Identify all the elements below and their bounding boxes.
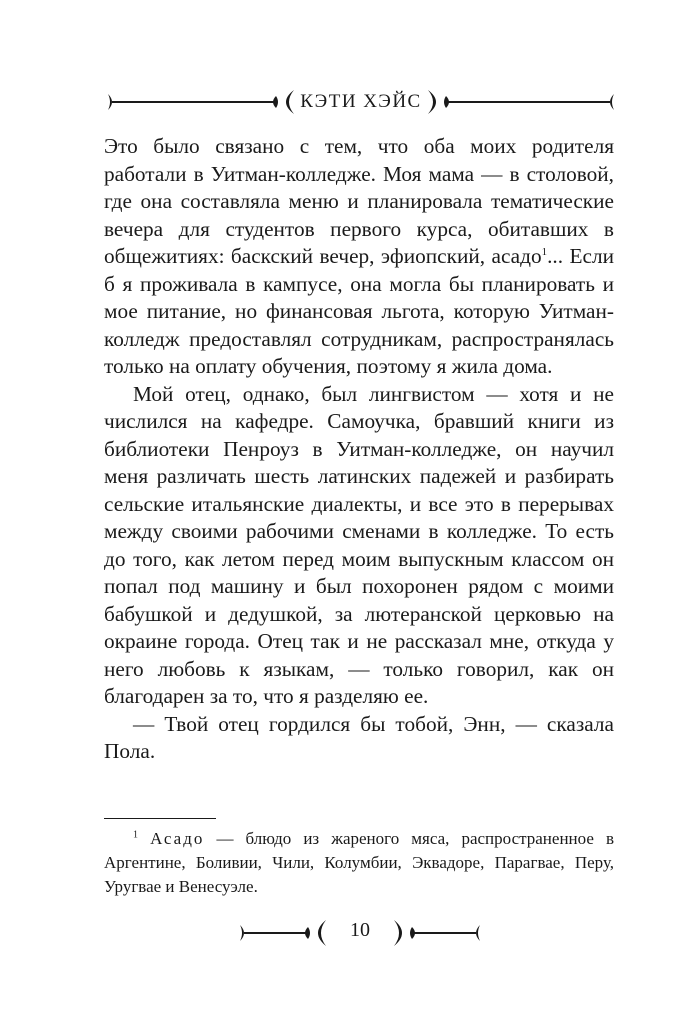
body-text [104,133,614,766]
footnote-reference: 1 [541,245,548,258]
dialogue-line: — Твой отец гордился бы тобой, Энн, — сказала Пола. [104,711,614,763]
page-footer [240,916,480,950]
paragraph-text: ... Если б я проживала в кампусе, она могла бы планировать и мое питание, но финансовая льгота, которую Уитман-колледж предоставлял сотрудникам, распространялась только на оплату обучения, поэтому я жила дома. [104,244,614,378]
page-number: 10 [350,919,370,941]
footnote-divider [104,818,216,819]
paragraph: Мой отец, однако, был лингвистом — хотя и не числился на кафедре. Самоучка, бравший книги из библиотеки Пенроуз в Уитман-колледже, он научил меня различать шесть латинских падежей и разбирать сельские итальянские диалекты, и все это в перерывах между своими рабочими сменами в колледже. То есть до того, как летом перед моим выпускным классом он попал под машину и был похоронен рядом с моими бабушкой и дедушкой, за лютеранской церковью на окраине города. Отец так и не рассказал мне, откуда у него любовь к языкам, — только говорил, как он благодарен за то, что я разделяю ее. [104,381,614,708]
running-title: КЭТИ ХЭЙС [300,91,422,112]
footnote-term: Асадо [150,829,205,848]
paragraph [104,133,614,381]
footnote [104,827,614,899]
running-header [108,84,614,120]
footnote-marker: 1 [133,829,138,841]
footnote-definition: — блюдо из жареного мяса, распространенное в Аргентине, Боливии, Чили, Колумбии, Эквадоре, Парагвае, Перу, Уругвае и Венесуэле. [104,829,614,896]
paragraph-text: Это было связано с тем, что оба моих родителя работали в Уитман-колледже. Моя мама — в столовой, где она составляла меню и планировала тематические вечера для студентов первого курса, обитавших в общежитиях: баскский вечер, эфиопский, асадо [104,134,614,268]
